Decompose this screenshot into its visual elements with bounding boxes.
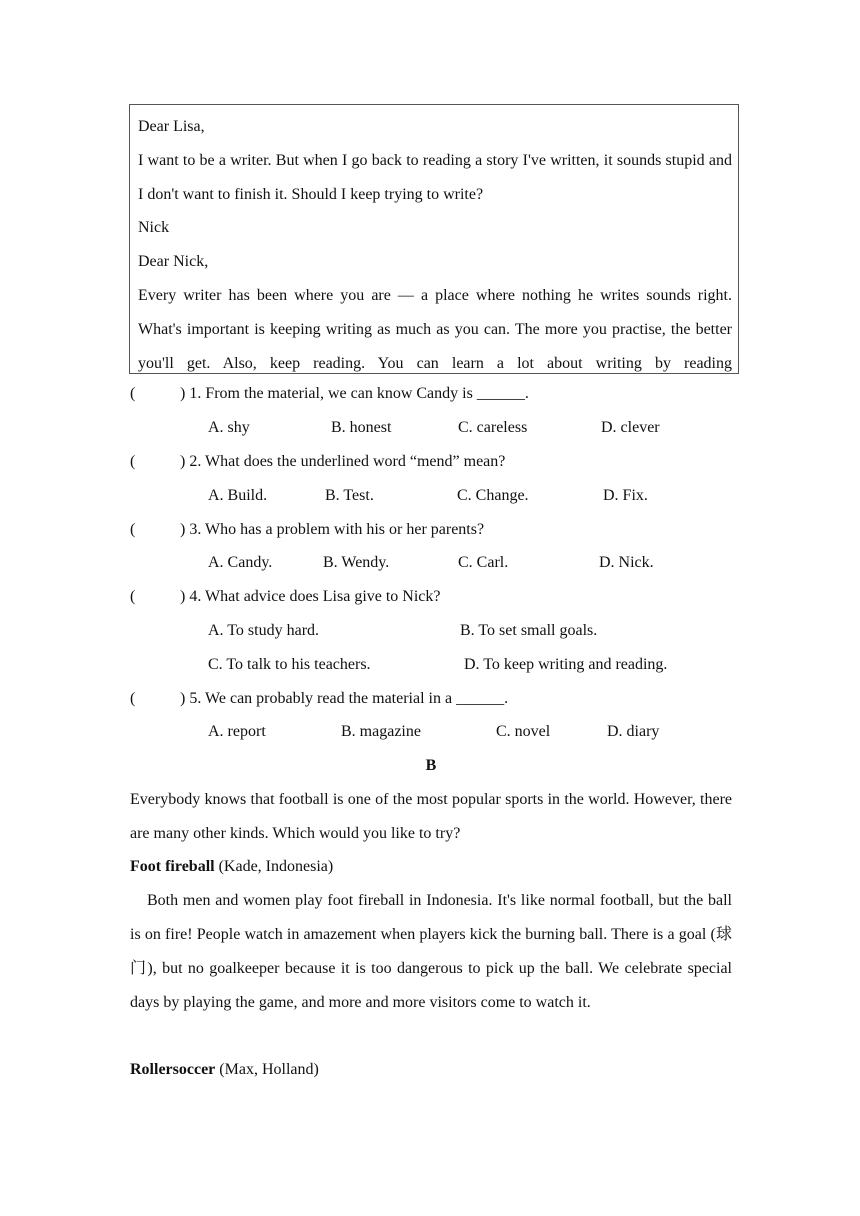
option-d[interactable]: D. Nick. <box>599 554 654 571</box>
option-c[interactable]: C. To talk to his teachers. <box>208 656 371 673</box>
option-d[interactable]: D. Fix. <box>603 487 648 504</box>
question-2 <box>130 452 732 472</box>
question-stem: ) 1. From the material, we can know Candy is ______. <box>180 385 529 402</box>
letter-body-lisa: Every writer has been where you are — a place where nothing he writes sounds right. What's important is keeping writing as much as you can. The more you practise, the better you'll get. Also, keep reading. You can learn a lot about writing by reading <box>138 286 732 372</box>
sport-description-foot-fireball: Both men and women play foot fireball in Indonesia. It's like normal football, but the ball is on fire! People watch in amazement when players kick the burning ball. There is a goal (球门), but no goalkeeper because it is too dangerous to pick up the ball. We celebrate special days by playing the game, and more and more visitors come to watch it. <box>130 892 732 1011</box>
sport-source: (Kade, Indonesia) <box>214 858 334 875</box>
answer-blank[interactable]: ( <box>130 385 136 402</box>
sport-heading-foot-fireball <box>130 857 732 877</box>
question-stem: ) 3. Who has a problem with his or her parents? <box>180 521 485 538</box>
option-b[interactable]: B. honest <box>331 419 392 436</box>
option-b[interactable]: B. magazine <box>341 723 421 740</box>
question-3 <box>130 520 732 540</box>
sport-source: (Max, Holland) <box>215 1061 319 1078</box>
sport-heading-rollersoccer <box>130 1060 732 1080</box>
option-c[interactable]: C. careless <box>458 419 528 436</box>
section-heading: B <box>425 757 437 774</box>
option-d[interactable]: D. To keep writing and reading. <box>464 656 668 673</box>
answer-blank[interactable]: ( <box>130 453 136 470</box>
option-d[interactable]: D. clever <box>601 419 660 436</box>
section-intro: Everybody knows that football is one of the most popular sports in the world. However, there are many other kinds. Which would you like to try? <box>130 791 732 842</box>
option-a[interactable]: A. report <box>208 723 266 740</box>
option-c[interactable]: C. Change. <box>457 487 529 504</box>
sport-name: Foot fireball <box>130 858 215 875</box>
option-b[interactable]: B. Test. <box>325 487 374 504</box>
letter-greeting-lisa: Dear Lisa, <box>138 118 205 135</box>
question-stem: ) 4. What advice does Lisa give to Nick? <box>180 588 441 605</box>
option-a[interactable]: A. To study hard. <box>208 622 320 639</box>
letter-greeting-nick: Dear Nick, <box>138 253 209 271</box>
question-stem: ) 5. We can probably read the material in a ______. <box>180 690 509 707</box>
option-c[interactable]: C. Carl. <box>458 554 509 571</box>
option-d[interactable]: D. diary <box>607 723 660 740</box>
option-a[interactable]: A. Candy. <box>208 554 273 571</box>
answer-blank[interactable]: ( <box>130 588 136 605</box>
letter-signature-nick: Nick <box>138 219 170 237</box>
option-b[interactable]: B. Wendy. <box>323 554 390 571</box>
question-1 <box>130 384 732 404</box>
option-b[interactable]: B. To set small goals. <box>460 622 598 639</box>
answer-blank[interactable]: ( <box>130 690 136 707</box>
option-a[interactable]: A. Build. <box>208 487 268 504</box>
option-a[interactable]: A. shy <box>208 419 250 436</box>
answer-blank[interactable]: ( <box>130 521 136 538</box>
sport-name: Rollersoccer <box>130 1061 216 1078</box>
letter-box <box>129 104 739 374</box>
letter-body-nick: I want to be a writer. But when I go back to reading a story I've written, it sounds stupid and I don't want to finish it. Should I keep trying to write? <box>138 151 732 203</box>
question-stem: ) 2. What does the underlined word “mend” mean? <box>180 453 506 470</box>
question-4 <box>130 587 732 607</box>
option-c[interactable]: C. novel <box>496 723 551 740</box>
question-5 <box>130 689 732 709</box>
